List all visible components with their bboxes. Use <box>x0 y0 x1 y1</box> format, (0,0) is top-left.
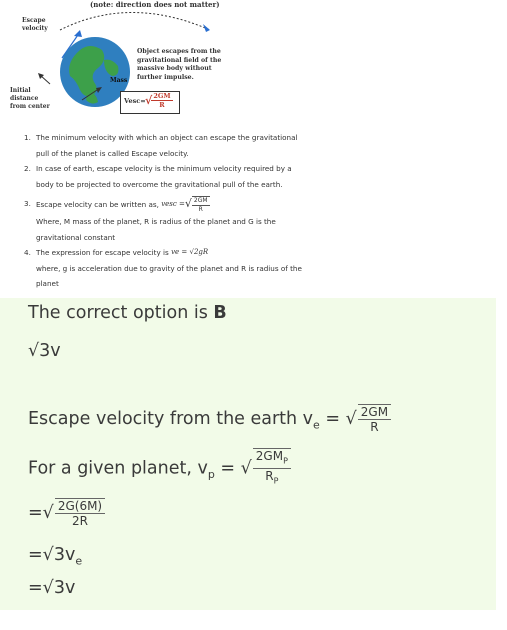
notes-list <box>24 130 378 292</box>
note-item-4: 4. The expression for escape velocity is ve = √2gR where, g is acceleration due to gravity of the planet and R is radius of the planet <box>24 248 302 289</box>
escape-formula-box: Vesc= √ $\frac{2GM}{R}$ <box>120 91 180 114</box>
note-item-1: 1. The minimum velocity with which an object can escape the gravitational pull of the planet is called Escape velocity. <box>24 133 298 158</box>
initial-distance-label: Initial distance from center <box>10 87 50 110</box>
final-answer-line: =√3v <box>28 578 76 598</box>
earth-escape-velocity: Escape velocity from the earth $v_e$ = √ $\frac{2GM}{R}$ <box>28 404 391 434</box>
correct-option: The correct option is B <box>28 303 227 323</box>
trajectory-arc <box>60 13 210 31</box>
escape-label: Escape velocity <box>22 17 48 32</box>
note-item-2: 2. In case of earth, escape velocity is the minimum velocity required by a body to be projected to overcome the gravitational pull of the earth. <box>24 164 292 189</box>
mass-label: Mass <box>110 77 128 84</box>
note-item-3: 3. Escape velocity can be written as, vesc =√ $\frac{2GM}{R}$ Where, M mass of the planet, R is radius of the planet and G is the gravitational constant <box>24 197 276 242</box>
planet-escape-velocity: For a given planet, $v_p$ = √ $\frac{2GM_P}{R_P}$ <box>28 448 291 489</box>
substitution-line: =√ $\frac{2G(6M)}{2R}$ <box>28 498 105 528</box>
solution-panel <box>0 298 496 610</box>
simplified-line: $=√3v_e$ <box>28 545 83 568</box>
figure-note: (note: direction does not matter) <box>90 0 220 9</box>
answer-value: √3v <box>28 341 61 361</box>
escape-velocity-figure <box>0 0 394 122</box>
object-escapes-text: Object escapes from the gravitational field of the massive body without further impulse. <box>137 48 222 82</box>
notes-panel <box>0 0 394 298</box>
